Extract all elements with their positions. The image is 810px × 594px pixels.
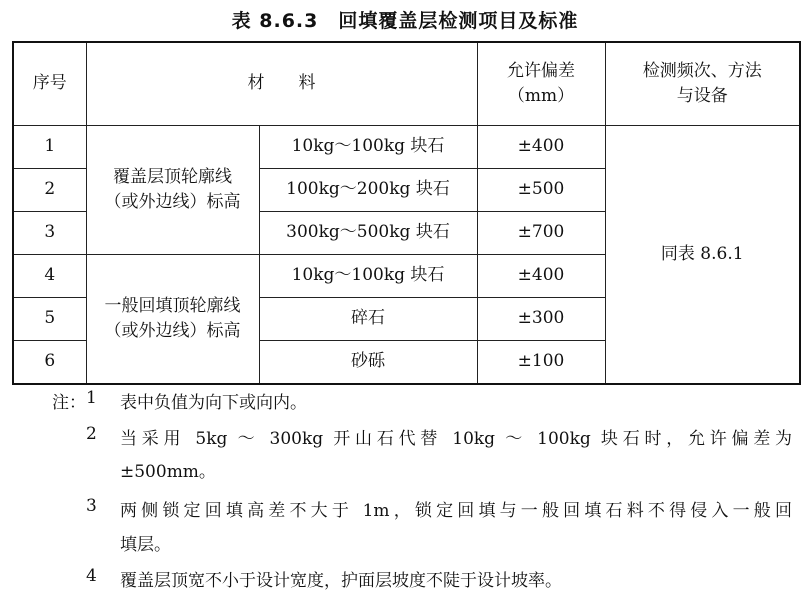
seq-cell: 6 <box>13 341 86 385</box>
tolerance-cell: ±400 <box>477 126 605 169</box>
seq-cell: 3 <box>13 212 86 255</box>
seq-cell: 4 <box>13 255 86 298</box>
notes-label: 注： <box>52 393 86 413</box>
note-number: 2 <box>86 424 97 444</box>
material-cell: 300kg～500kg 块石 <box>259 212 477 255</box>
group-line2: （或外边线）标高 <box>104 192 241 212</box>
inspection-table <box>12 41 801 385</box>
material-cell: 砂砾 <box>259 341 477 385</box>
material-cell: 100kg～200kg 块石 <box>259 169 477 212</box>
note-number: 4 <box>86 566 97 586</box>
header-tolerance-line1: 允许偏差 <box>507 60 575 81</box>
group-line1: 覆盖层顶轮廓线 <box>113 166 232 187</box>
header-tolerance-line2: （mm） <box>507 86 575 106</box>
note-text: 当采用 5kg ～ 300kg 开山石代替 10kg ～ 100kg 块石时，允许偏差为 <box>120 429 792 449</box>
method-cell: 同表 8.6.1 <box>605 126 800 385</box>
tolerance-cell: ±500 <box>477 169 605 212</box>
note-text: 两侧锁定回填高差不大于 1m，锁定回填与一般回填石料不得侵入一般回 <box>120 501 792 521</box>
material-cell: 10kg～100kg 块石 <box>259 255 477 298</box>
seq-cell: 2 <box>13 169 86 212</box>
group-line1: 一般回填顶轮廓线 <box>104 295 241 316</box>
note-number: 3 <box>86 496 97 516</box>
tolerance-cell: ±400 <box>477 255 605 298</box>
material-cell: 碎石 <box>259 298 477 341</box>
header-method <box>605 42 800 126</box>
header-method-line2: 与设备 <box>676 86 728 106</box>
table-row <box>13 126 800 169</box>
header-seq: 序号 <box>13 42 86 126</box>
table-title: 表 8.6.3 回填覆盖层检测项目及标准 <box>231 10 579 32</box>
header-material: 材 料 <box>86 42 477 126</box>
group-line2: （或外边线）标高 <box>104 321 241 341</box>
note-text: ±500mm。 <box>120 462 216 482</box>
header-tolerance <box>477 42 605 126</box>
group-cell <box>86 126 259 255</box>
material-cell: 10kg～100kg 块石 <box>259 126 477 169</box>
note-number: 1 <box>86 388 97 408</box>
seq-cell: 5 <box>13 298 86 341</box>
header-method-line1: 检测频次、方法 <box>642 60 762 81</box>
note-text: 覆盖层顶宽不小于设计宽度，护面层坡度不陡于设计坡率。 <box>120 571 562 591</box>
note-text: 表中负值为向下或向内。 <box>120 393 307 413</box>
header-row <box>13 42 800 126</box>
tolerance-cell: ±700 <box>477 212 605 255</box>
group-cell <box>86 255 259 385</box>
tolerance-cell: ±100 <box>477 341 605 385</box>
note-text: 填层。 <box>120 535 171 555</box>
tolerance-cell: ±300 <box>477 298 605 341</box>
seq-cell: 1 <box>13 126 86 169</box>
